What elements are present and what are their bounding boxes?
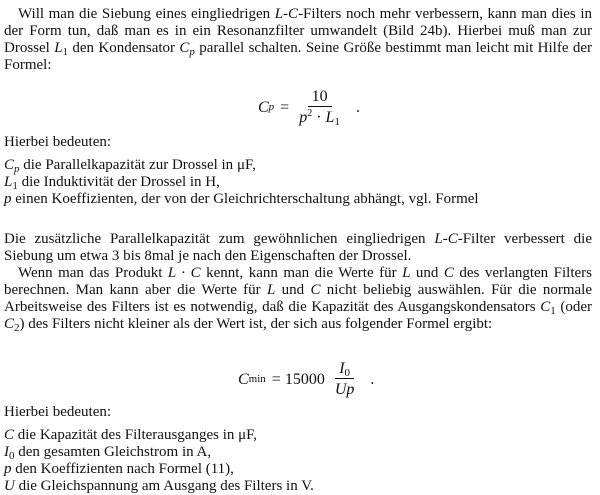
text-run: kennt, kann man die Werte für bbox=[200, 265, 403, 281]
fraction bbox=[331, 360, 359, 398]
fraction-denominator bbox=[295, 107, 344, 126]
symbol-product: L · C bbox=[167, 265, 201, 281]
text-run: Wenn man das Produkt bbox=[18, 265, 168, 281]
text-run: die Kapazität des Filterausganges in bbox=[14, 427, 239, 443]
unit: μF, bbox=[236, 157, 256, 173]
subscript: 1 bbox=[62, 46, 69, 58]
text-run: -Filter verbessert die Siebung um etwa 3 bis 8mal je nach den Eigenschaften der Drossel. bbox=[4, 231, 592, 264]
text-run: Will man die Siebung eines eingliedrigen bbox=[18, 6, 275, 22]
equals-constant: = 15000 bbox=[271, 370, 325, 388]
formula-period: . bbox=[355, 98, 360, 116]
symbol-lc: L-C bbox=[274, 6, 299, 22]
legend-heading: Hierbei bedeuten: bbox=[4, 134, 112, 150]
legend-item bbox=[4, 157, 592, 174]
text-run: und bbox=[275, 282, 311, 298]
subscript: 2 bbox=[14, 322, 20, 334]
fraction-denominator: Up bbox=[334, 381, 355, 398]
subscript: 0 bbox=[344, 367, 351, 379]
symbol-c: C bbox=[179, 40, 190, 56]
symbol-p: p bbox=[4, 461, 12, 477]
fraction-numerator: 10 bbox=[308, 88, 332, 107]
text-run: den Kondensator bbox=[68, 40, 180, 56]
formula-minimum-capacitance: C min = 15000 $\frac{I_0}{Up}$ . bbox=[238, 360, 375, 398]
unit: μF, bbox=[238, 427, 258, 443]
text-run: den Koeffizienten nach Formel (11), bbox=[11, 461, 234, 477]
legend-item bbox=[4, 444, 592, 461]
text-run: die Gleichspannung am Ausgang des Filters in V. bbox=[14, 478, 314, 494]
subscript: p bbox=[189, 46, 195, 58]
intro-paragraph bbox=[4, 6, 592, 74]
text-run: und bbox=[410, 265, 444, 281]
subscript: 0 bbox=[9, 450, 15, 462]
formula-lhs: C bbox=[238, 370, 249, 388]
dot-operator: · bbox=[312, 109, 326, 126]
symbol-i: I bbox=[4, 444, 9, 460]
symbol-l: L bbox=[54, 40, 63, 56]
legend-item bbox=[4, 478, 592, 495]
symbol-p: p bbox=[299, 109, 308, 126]
legend-item bbox=[4, 427, 592, 444]
text-run: Die zusätzliche Parallelkapazität zum gewöhnlichen eingliedrigen bbox=[4, 231, 435, 247]
symbol-c: C bbox=[4, 316, 15, 332]
text-run: den gesamten Gleichstrom in A, bbox=[14, 444, 212, 460]
legend-item bbox=[4, 191, 600, 208]
symbol-c: C bbox=[4, 427, 15, 443]
fraction bbox=[295, 88, 344, 126]
symbol-u: U bbox=[4, 478, 15, 494]
paragraph-parallel-capacitance bbox=[4, 231, 592, 265]
symbol-c: C bbox=[4, 157, 15, 173]
symbol-l: L bbox=[4, 174, 13, 190]
text-run: nicht beliebig auswählen. Für die normale Arbeitsweise des Filters ist es notwendig, daß die Kapazität des Ausgangskondensators bbox=[4, 282, 592, 315]
formula-lhs: C bbox=[258, 98, 269, 116]
symbol-l: L bbox=[402, 265, 411, 281]
symbol-lc: L-C bbox=[434, 231, 458, 247]
legend-item bbox=[4, 174, 592, 191]
text-run: des verlangten Filters berechnen. Man kann aber die Werte für bbox=[4, 265, 593, 298]
formula-period: . bbox=[370, 370, 375, 388]
symbol-l: L bbox=[325, 109, 335, 126]
symbol-c: C bbox=[443, 265, 454, 281]
text-run: die Induktivität der Drossel in H, bbox=[17, 174, 220, 190]
superscript: 2 bbox=[307, 108, 313, 119]
subscript: 1 bbox=[550, 305, 556, 317]
text-run: (oder bbox=[555, 299, 592, 315]
equals-sign: = bbox=[280, 98, 290, 116]
text-run: einen Koeffizienten, der von der Gleichrichterschaltung abhängt, vgl. Formel bbox=[11, 191, 479, 207]
formula-parallel-capacitance: C p = $\frac{10}{p^2 \cdot L_1}$ . bbox=[258, 88, 360, 128]
text-run: -Filters noch mehr verbessern, kann man dies in der Form tun, daß man es in ein Resonanzfilter umwandelt (Bild 24b). Hierbei muß man zur Drossel bbox=[4, 6, 593, 56]
legend-item bbox=[4, 461, 592, 478]
subscript: 1 bbox=[334, 116, 340, 128]
paragraph-product-lc bbox=[4, 265, 592, 333]
fraction-numerator bbox=[335, 360, 354, 379]
symbol-c: C bbox=[310, 282, 321, 298]
legend-heading: Hierbei bedeuten: bbox=[4, 404, 112, 420]
subscript: p bbox=[14, 163, 20, 175]
text-run: parallel schalten. Seine Größe bestimmt man leicht mit Hilfe der Formel: bbox=[4, 40, 593, 73]
symbol-l: L bbox=[266, 282, 276, 298]
text-run: die Parallelkapazität zur Drossel in bbox=[19, 157, 237, 173]
subscript: 1 bbox=[12, 180, 18, 192]
text-run: ) des Filters nicht kleiner als der Wert ist, der sich aus folgender Formel ergibt: bbox=[19, 316, 493, 332]
symbol-c: C bbox=[540, 299, 551, 315]
symbol-p: p bbox=[4, 191, 12, 207]
symbol-i: I bbox=[339, 360, 345, 377]
